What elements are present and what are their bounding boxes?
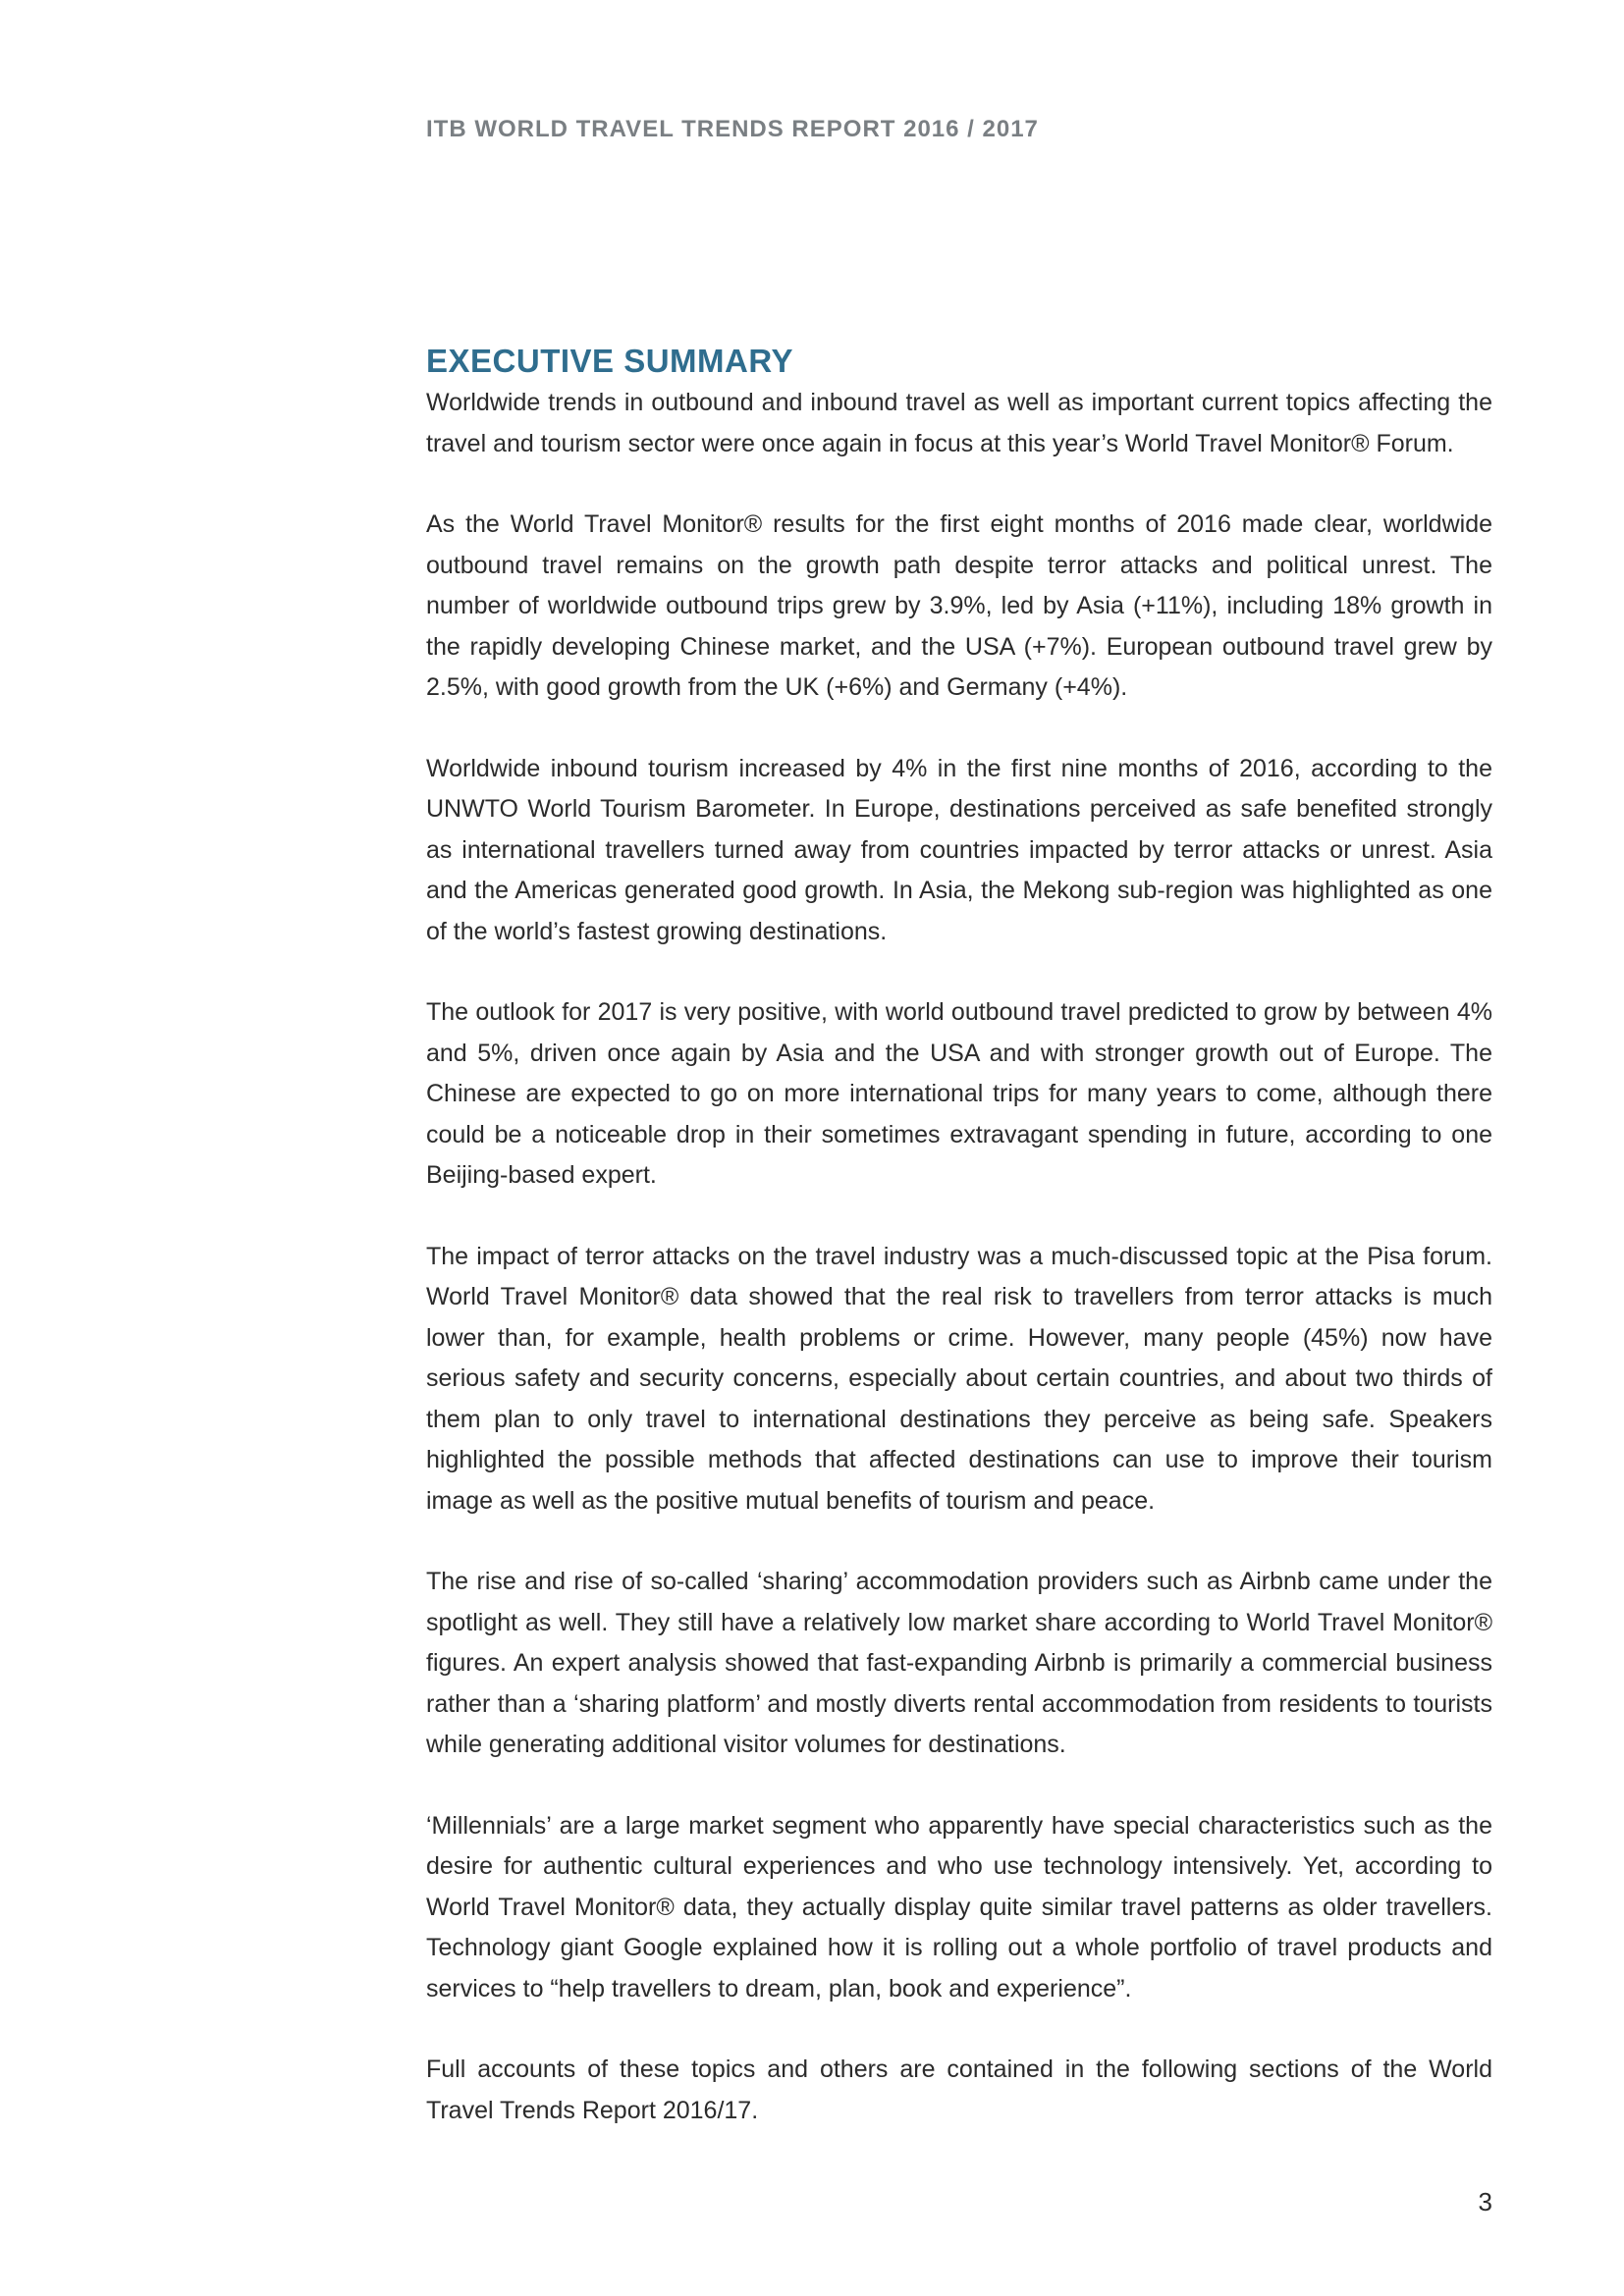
paragraph-outlook: The outlook for 2017 is very positive, with world outbound travel predicted to grow by between 4% and 5%, driven once again by Asia and the USA and with stronger growth out of Europe. The Chinese are expected to go on more international trips for many years to come, although there could be a noticeable drop in their sometimes extravagant spending in future, according to one Beijing-based expert. xyxy=(426,998,1492,1189)
paragraph-closing: Full accounts of these topics and others are contained in the following sections of the World Travel Trends Report 2016/17. xyxy=(426,2056,1492,2124)
page-number: 3 xyxy=(1478,2187,1492,2216)
paragraph-inbound: Worldwide inbound tourism increased by 4% in the first nine months of 2016, according to the UNWTO World Tourism Barometer. In Europe, destinations perceived as safe benefited strongly as international travellers turned away from countries impacted by terror attacks or unrest. Asia and the Americas generated good growth. In Asia, the Mekong sub-region was highlighted as one of the world’s fastest growing destinations. xyxy=(426,754,1492,945)
paragraph-terror-impact: The impact of terror attacks on the travel industry was a much-discussed topic at the Pisa forum. World Travel Monitor® data showed that the real risk to travellers from terror attacks is much lower than, for example, health problems or crime. However, many people (45%) now have serious safety and security concerns, especially about certain countries, and about two thirds of them plan to only travel to international destinations they perceive as being safe. Speakers highlighted the possible methods that affected destinations can use to improve their tourism image as well as the positive mutual benefits of tourism and peace. xyxy=(426,1242,1492,1515)
paragraph-sharing-economy: The rise and rise of so-called ‘sharing’ accommodation providers such as Airbnb came under the spotlight as well. They still have a relatively low market share according to World Travel Monitor® figures. An expert analysis showed that fast-expanding Airbnb is primarily a commercial business rather than a ‘sharing platform’ and mostly diverts rental accommodation from residents to tourists while generating additional visitor volumes for destinations. xyxy=(426,1568,1492,1758)
section-title: EXECUTIVE SUMMARY xyxy=(426,343,793,379)
paragraph-millennials: ‘Millennials’ are a large market segment who apparently have special characteristics such as the desire for authentic cultural experiences and who use technology intensively. Yet, according to World Travel Monitor® data, they actually display quite similar travel patterns as older travellers. Technology giant Google explained how it is rolling out a whole portfolio of travel products and services to “help travellers to dream, plan, book and experience”. xyxy=(426,1811,1492,2002)
paragraph-outbound: As the World Travel Monitor® results for the first eight months of 2016 made clear, worldwide outbound travel remains on the growth path despite terror attacks and political unrest. The number of worldwide outbound trips grew by 3.9%, led by Asia (+11%), including 18% growth in the rapidly developing Chinese market, and the USA (+7%). European outbound travel grew by 2.5%, with good growth from the UK (+6%) and Germany (+4%). xyxy=(426,510,1492,701)
paragraph-intro: Worldwide trends in outbound and inbound travel as well as important current topics affecting the travel and tourism sector were once again in focus at this year’s World Travel Monitor® Forum. xyxy=(426,389,1492,457)
executive-summary-section xyxy=(426,342,1492,2171)
running-header: ITB WORLD TRAVEL TRENDS REPORT 2016 / 2017 xyxy=(426,116,1039,142)
